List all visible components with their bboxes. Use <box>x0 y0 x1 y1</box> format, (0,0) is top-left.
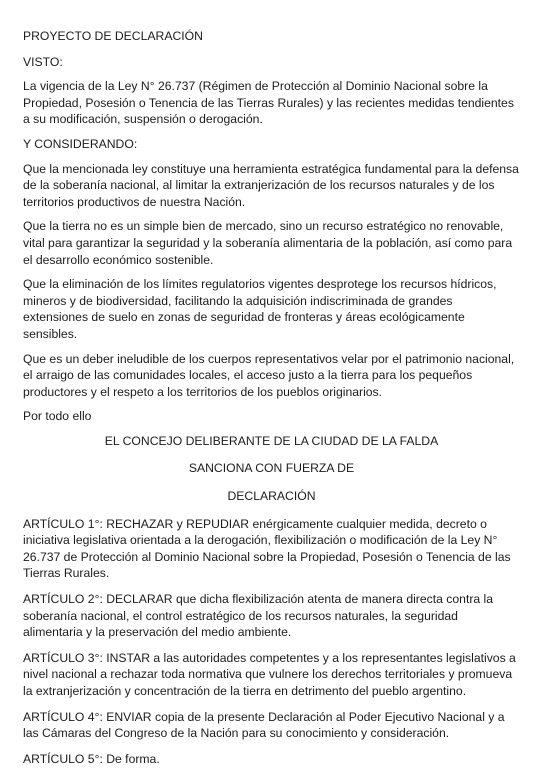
considerando-paragraph: Que la mencionada ley constituye una herramienta estratégica fundamental para la defensa de la soberanía nacional, al limitar la extranjerización de los recursos naturales y de los territorios productivos de nuestra Nación. <box>23 161 519 209</box>
considerando-paragraph: Que la eliminación de los límites regulatorios vigentes desprotege los recursos hídricos, mineros y de biodiversidad, facilitando la adquisición indiscriminada de grandes extensiones de suelo en zonas de seguridad de fronteras y áreas ecológicamente sensibles. <box>23 277 497 341</box>
visto-label: VISTO: <box>23 54 63 69</box>
document-body <box>23 28 520 776</box>
article-2: ARTÍCULO 2°: DECLARAR que dicha flexibilización atenta de manera directa contra la soberanía nacional, el control estratégico de los recursos naturales, la seguridad alimentaria y la preservación del medio ambiente. <box>23 592 494 640</box>
considerando-paragraph: Que es un deber ineludible de los cuerpos representativos velar por el patrimonio nacional, el arraigo de las comunidades locales, el acceso justo a la tierra para los pequeños productores y el respeto a los territorios de los pueblos originarios. <box>23 351 515 399</box>
article-1: ARTÍCULO 1°: RECHAZAR y REPUDIAR enérgicamente cualquier medida, decreto o iniciativa legislativa orientada a la derogación, flexibilización o modificación de la Ley N° 26.737 de Protección al Dominio Nacional sobre la Propiedad, Posesión o Tenencia de las Tierras Rurales. <box>23 516 511 581</box>
article-3: ARTÍCULO 3°: INSTAR a las autoridades competentes y a los representantes legislativos a nivel nacional a rechazar toda normativa que vulnere los derechos territoriales y promueva la extranjerización y concentración de la tierra en detrimento del pueblo argentino. <box>23 650 516 698</box>
sanciona-heading: SANCIONA CON FUERZA DE <box>188 461 355 476</box>
document-title: PROYECTO DE DECLARACIÓN <box>23 29 203 43</box>
por-todo-ello: Por todo ello <box>23 409 92 424</box>
considerando-label: Y CONSIDERANDO: <box>23 136 138 151</box>
article-5: ARTÍCULO 5°: De forma. <box>23 751 160 766</box>
considerando-paragraph: Que la tierra no es un simple bien de mercado, sino un recurso estratégico no renovable, vital para garantizar la seguridad y la soberanía alimentaria de la población, así como para el desarrollo económico sostenible. <box>23 219 513 267</box>
council-heading: EL CONCEJO DELIBERANTE DE LA CIUDAD DE LA FALDA <box>104 433 439 448</box>
visto-paragraph: La vigencia de la Ley N° 26.737 (Régimen de Protección al Dominio Nacional sobre la Propiedad, Posesión o Tenencia de las Tierras Rurales) y las recientes medidas tendientes a su modificación, suspensión o derogación. <box>23 79 514 127</box>
declaracion-heading: DECLARACIÓN <box>227 489 316 504</box>
article-4: ARTÍCULO 4°: ENVIAR copia de la presente Declaración al Poder Ejecutivo Nacional y a las Cámaras del Congreso de la Nación para su conocimiento y consideración. <box>23 709 505 741</box>
